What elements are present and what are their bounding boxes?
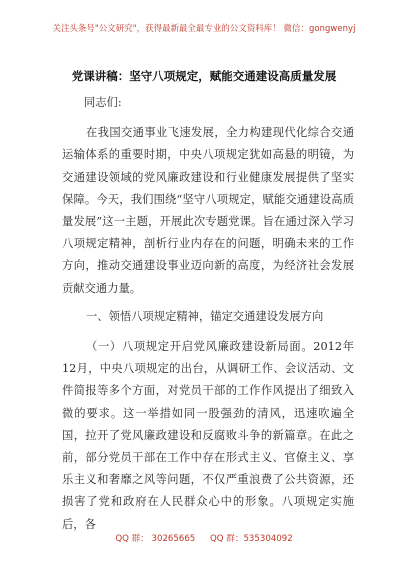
section-heading: 一、领悟八项规定精神，锚定交通建设发展方向 (86, 309, 324, 323)
body-paragraph: 在我国交通事业飞速发展，全力构建现代化综合交通运输体系的重要时期，中央八项规定犹如高悬的明镜，为交通建设领域的党风廉政建设和行业健康发展提供了坚实保障。今天，我们围绕“坚守八项规定，赋能交通建设高质量发展”这一主题，开展此次专题党课。旨在通过深入学习八项规定精神，剖析行业内存在的问题，明确未来的工作方向，推动交通建设事业迈向新的高度，为经济社会发展贡献交通力量。 (62, 126, 354, 295)
document-body (62, 92, 354, 542)
body-paragraph: （一）八项规定开启党风廉政建设新局面。2012年12月，中央八项规定的出台，从调研工作、会议活动、文件简报等多个方面，对党员干部的工作作风提出了细致入微的要求。这一举措如同一股强劲的清风，迅速吹遍全国，拉开了党风廉政建设和反腐败斗争的新篇章。在此之前，部分党员干部在工作中存在形式主义、官僚主义、享乐主义和奢靡之风等问题，不仅严重浪费了公共资源，还损害了党和政府在人民群众心中的形象。八项规定实施后，各 (62, 340, 354, 531)
salutation: 同志们: (84, 96, 122, 109)
document-title: 党课讲稿：坚守八项规定，赋能交通建设高质量发展 (71, 69, 337, 83)
footer-qq-group-2: QQ 群：535304092 (210, 534, 293, 544)
footer-qq-group-1: QQ 群： 30265665 (115, 534, 196, 544)
header-note: 关注头条号"公文研究"，获得最新最全最专业的公文资料库！ 微信：gongwenyj (52, 23, 356, 33)
footer (0, 532, 408, 544)
